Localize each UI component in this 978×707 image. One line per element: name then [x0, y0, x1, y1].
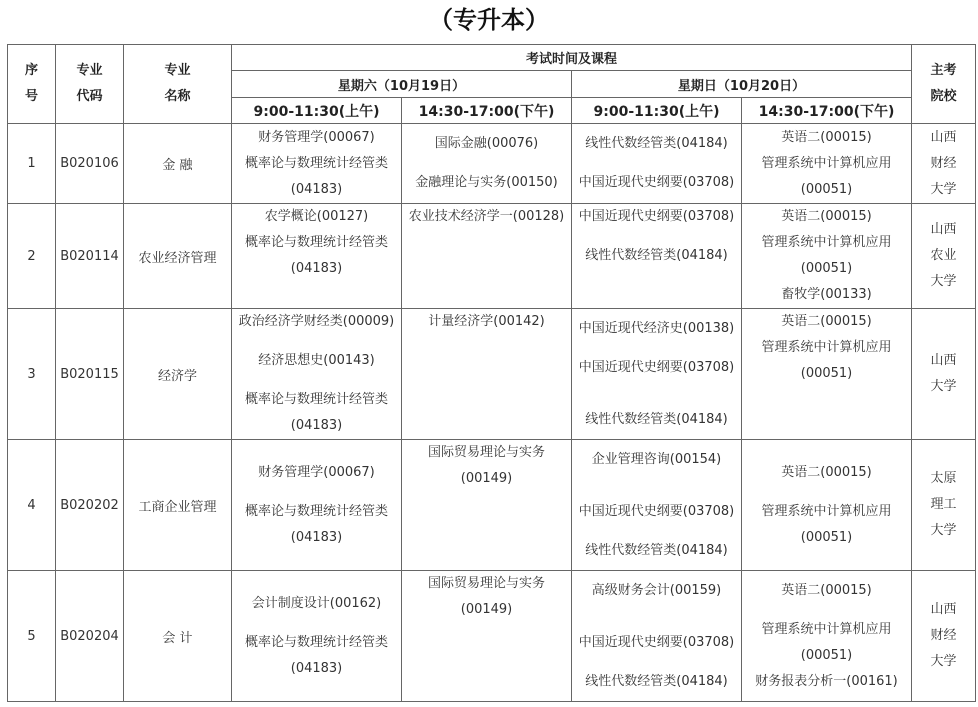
school-line: 财经 [930, 628, 957, 643]
course-line: 线性代数经管类(04184) [585, 542, 728, 558]
sat-pm-cell [402, 204, 572, 309]
sun-pm-cell [742, 204, 912, 309]
course-line: 财务管理学(00067) [258, 464, 375, 480]
spacer [574, 342, 739, 355]
course-line: 中国近现代史纲要(03708) [578, 503, 735, 519]
course-line: 管理系统中计算机应用 [761, 340, 892, 355]
course-line: 中国近现代史纲要(03708) [578, 359, 735, 375]
school-line: 山西 [930, 129, 957, 145]
course-line: 企业管理咨询(00154) [591, 451, 722, 467]
header-seq-line2: 号 [24, 89, 38, 104]
course-line: 管理系统中计算机应用 [761, 235, 892, 250]
sun-pm-cell [742, 571, 912, 702]
spacer [744, 604, 909, 617]
course-line: 概率论与数理统计经管类 [244, 634, 388, 650]
seq-cell: 1 [8, 124, 56, 204]
sat-am-cell [232, 440, 402, 571]
name-cell: 农业经济管理 [124, 204, 232, 309]
course-line: 概率论与数理统计经管类 [244, 392, 388, 407]
course-line: 中国近现代史纲要(03708) [578, 634, 735, 650]
course-line: 线性代数经管类(04184) [585, 248, 728, 263]
header-sat-pm: 14:30-17:00(下午) [402, 98, 572, 124]
course-line: 管理系统中计算机应用 [761, 503, 892, 519]
sat-pm-cell [402, 440, 572, 571]
school-line: 大学 [930, 523, 957, 538]
course-line: 国际金融(00076) [434, 136, 539, 151]
school-line: 山西 [930, 222, 957, 237]
course-line: 管理系统中计算机应用 [761, 621, 892, 637]
table-row [8, 309, 976, 440]
course-line: 国际贸易理论与实务 [427, 576, 545, 591]
school-cell [912, 204, 976, 309]
course-line: (00051) [800, 181, 853, 197]
school-line: 财经 [930, 155, 957, 171]
course-line: 农学概论(00127) [264, 209, 369, 224]
school-cell [912, 571, 976, 702]
code-cell: B020106 [56, 124, 124, 204]
course-line: 线性代数经管类(04184) [585, 136, 728, 151]
school-cell [912, 124, 976, 204]
course-line: (00051) [800, 261, 853, 276]
school-line: 理工 [930, 497, 957, 512]
name-cell: 工商企业管理 [124, 440, 232, 571]
seq-cell: 5 [8, 571, 56, 702]
seq-cell: 4 [8, 440, 56, 571]
name-cell: 会 计 [124, 571, 232, 702]
sat-pm-cell [402, 571, 572, 702]
spacer [234, 617, 399, 630]
sun-pm-cell [742, 440, 912, 571]
course-line: 英语二(00015) [781, 129, 872, 145]
course-line: 线性代数经管类(04184) [585, 673, 728, 689]
course-line: (04183) [290, 660, 343, 676]
course-line: (04183) [290, 418, 343, 433]
header-name-line1: 专业 [164, 63, 191, 78]
course-line: 概率论与数理统计经管类 [244, 235, 388, 250]
course-line: 英语二(00015) [781, 314, 872, 329]
header-sun-am: 9:00-11:30(上午) [572, 98, 742, 124]
school-cell [912, 440, 976, 571]
sun-am-cell [572, 440, 742, 571]
header-school-line1: 主考 [930, 63, 957, 78]
course-line: 畜牧学(00133) [781, 287, 872, 302]
course-line: 农业技术经济学一(00128) [408, 209, 565, 224]
header-name [124, 45, 232, 124]
spacer [574, 604, 739, 630]
school-line: 山西 [930, 353, 957, 368]
header-code-line1: 专业 [76, 63, 103, 78]
school-line: 农业 [930, 248, 957, 263]
course-line: 财务报表分析一(00161) [755, 673, 898, 689]
sat-am-cell [232, 571, 402, 702]
header-school [912, 45, 976, 124]
school-line: 大学 [930, 274, 957, 289]
sat-pm-cell [402, 309, 572, 440]
header-code [56, 45, 124, 124]
seq-cell: 2 [8, 204, 56, 309]
header-name-line2: 名称 [164, 89, 191, 104]
spacer [234, 335, 399, 348]
sun-am-cell [572, 204, 742, 309]
sat-am-cell [232, 124, 402, 204]
sun-am-cell [572, 571, 742, 702]
code-cell: B020115 [56, 309, 124, 440]
table-row [8, 571, 976, 702]
school-line: 山西 [930, 602, 957, 617]
spacer [234, 374, 399, 387]
sun-pm-cell [742, 124, 912, 204]
course-line: 中国近现代史纲要(03708) [578, 175, 735, 190]
school-line: 太原 [930, 471, 957, 486]
course-line: 财务管理学(00067) [258, 129, 375, 145]
course-line: 国际贸易理论与实务 [427, 445, 545, 460]
course-line: 英语二(00015) [781, 209, 872, 224]
course-line: (04183) [290, 181, 343, 197]
school-line: 大学 [930, 379, 957, 394]
spacer [404, 157, 569, 170]
sat-pm-cell [402, 124, 572, 204]
course-line: 中国近现代经济史(00138) [578, 320, 735, 336]
sun-am-cell [572, 309, 742, 440]
course-line: 英语二(00015) [781, 464, 872, 480]
header-seq [8, 45, 56, 124]
course-line: 经济思想史(00143) [258, 353, 375, 368]
course-line: 计量经济学(00142) [428, 314, 545, 329]
course-line: 政治经济学财经类(00009) [238, 314, 395, 329]
course-line: 中国近现代史纲要(03708) [578, 209, 735, 224]
page-title: （专升本） [429, 6, 549, 34]
spacer [234, 486, 399, 499]
spacer [574, 525, 739, 538]
course-line: (00051) [800, 529, 853, 545]
spacer [574, 656, 739, 669]
course-line: 管理系统中计算机应用 [761, 155, 892, 171]
course-line: 会计制度设计(00162) [251, 595, 382, 611]
spacer [574, 157, 739, 170]
header-code-line2: 代码 [76, 89, 103, 104]
exam-schedule-table [7, 44, 976, 702]
header-seq-line1: 序 [24, 63, 38, 78]
table-row [8, 204, 976, 309]
course-line: (04183) [290, 261, 343, 276]
school-line: 大学 [930, 654, 957, 669]
spacer [574, 381, 739, 407]
school-line: 大学 [930, 181, 957, 197]
spacer [574, 230, 739, 243]
header-sun-pm: 14:30-17:00(下午) [742, 98, 912, 124]
course-line: 线性代数经管类(04184) [585, 411, 728, 427]
code-cell: B020204 [56, 571, 124, 702]
name-cell: 金 融 [124, 124, 232, 204]
course-line: (04183) [290, 529, 343, 545]
name-cell: 经济学 [124, 309, 232, 440]
sat-am-cell [232, 309, 402, 440]
table-row [8, 440, 976, 571]
header-sat-am: 9:00-11:30(上午) [232, 98, 402, 124]
course-line: 概率论与数理统计经管类 [244, 155, 388, 171]
spacer [574, 473, 739, 499]
course-line: (00149) [460, 471, 513, 486]
code-cell: B020114 [56, 204, 124, 309]
header-exam: 考试时间及课程 [232, 45, 912, 71]
header-sunday: 星期日（10月20日） [572, 71, 912, 98]
sat-am-cell [232, 204, 402, 309]
spacer [744, 486, 909, 499]
header-school-line2: 院校 [930, 89, 957, 104]
sun-am-cell [572, 124, 742, 204]
course-line: (00051) [800, 647, 853, 663]
code-cell: B020202 [56, 440, 124, 571]
course-line: 概率论与数理统计经管类 [244, 503, 388, 519]
table-row [8, 124, 976, 204]
sun-pm-cell [742, 309, 912, 440]
course-line: 金融理论与实务(00150) [415, 175, 558, 190]
header-saturday: 星期六（10月19日） [232, 71, 572, 98]
seq-cell: 3 [8, 309, 56, 440]
course-line: (00051) [800, 366, 853, 381]
school-cell [912, 309, 976, 440]
course-line: 英语二(00015) [781, 582, 872, 598]
course-line: (00149) [460, 602, 513, 617]
course-line: 高级财务会计(00159) [591, 582, 722, 598]
